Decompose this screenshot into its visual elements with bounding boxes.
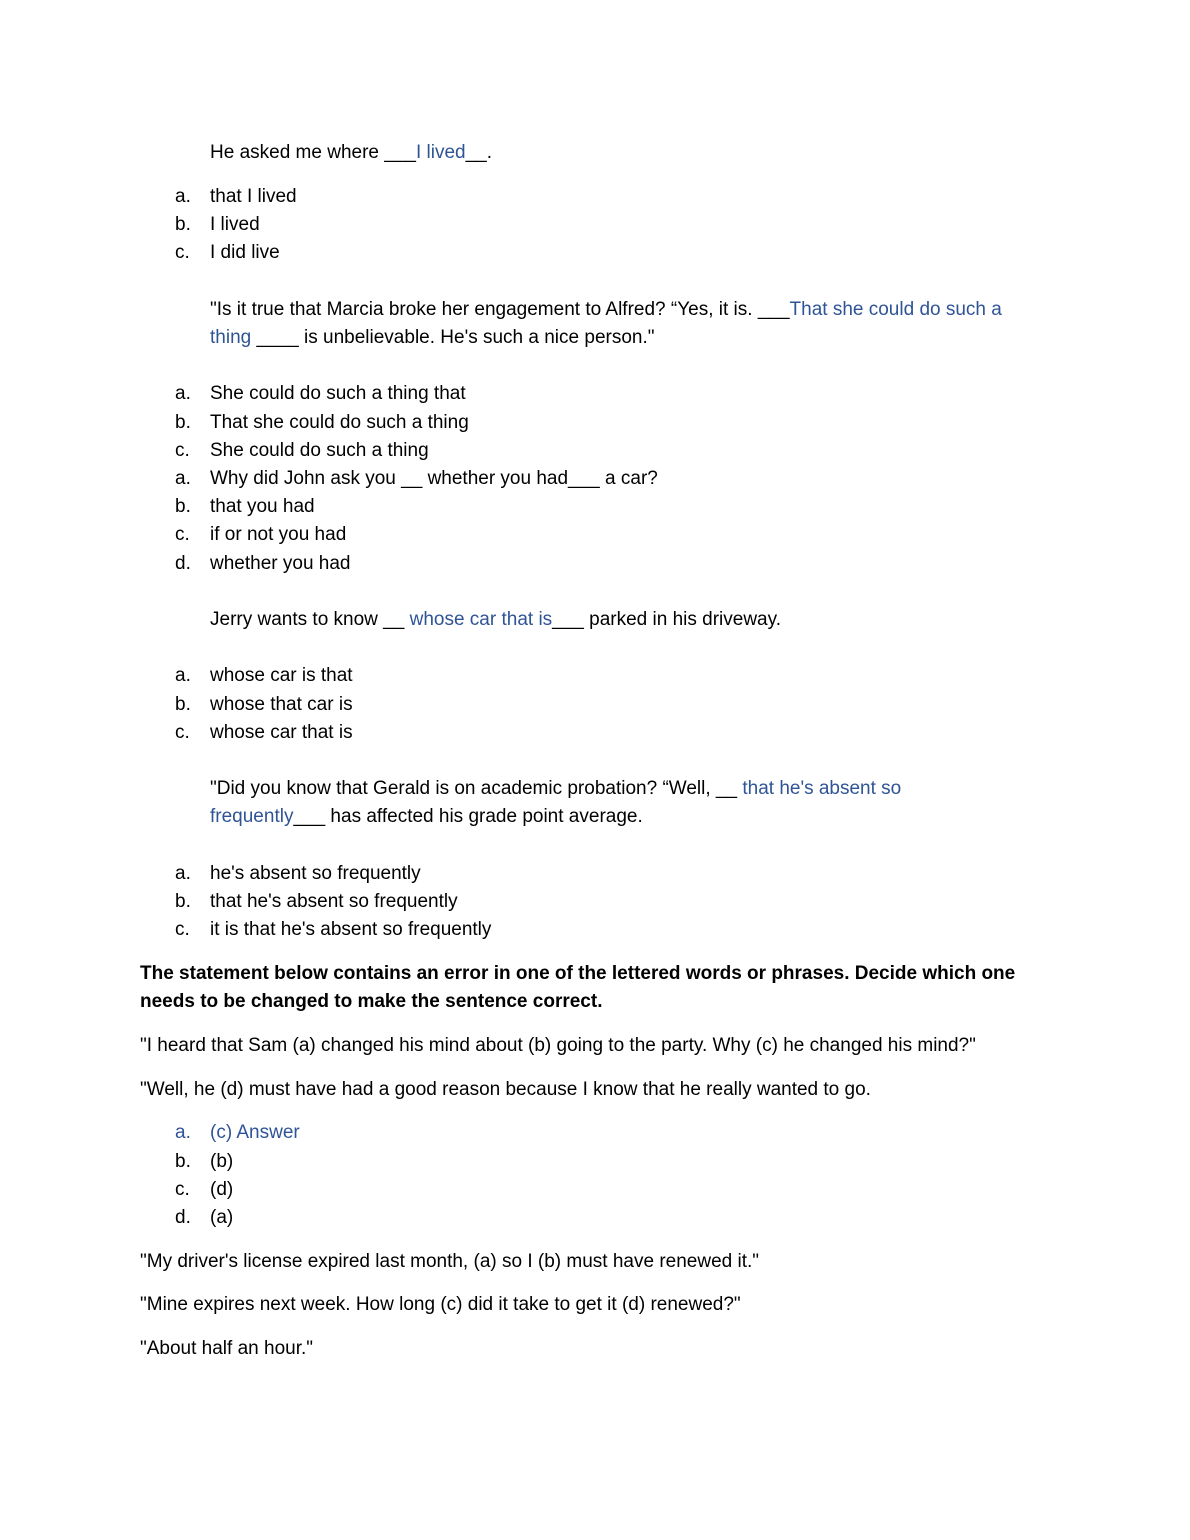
question-6-sentence-reply: "Well, he (d) must have had a good reason because I know that he really wanted to go. bbox=[140, 1079, 871, 1100]
question-2-stem-continued: thing ____ is unbelievable. He's such a nice person." bbox=[210, 327, 655, 348]
question-4-answer: whose car that is bbox=[409, 609, 553, 630]
instructions-heading: The statement below contains an error in one of the lettered words or phrases. Decide which one bbox=[140, 963, 1016, 984]
instructions-heading-continued: needs to be changed to make the sentence correct. bbox=[140, 991, 603, 1012]
document-page: He asked me where ___I lived__. a. that I lived b. I lived c. I did live "Is it true that Marcia broke her engagement to Alfred? “Yes, it is. ___That she could do such a thing ____ is unbelievable. He's such a nice person." a. She could do such a thing that b. That she could do such a thing c. She could do such a thing a. Why did John ask you __ whether you had___ a car? b. that you had c. if or not you had d. whether you had Jerry wants to know __ whose car that is___ parked in his driveway. a. whose car is that b. whose that car is c. whose car that is "Did you know that Gerald is on academic probation? “Well, __ that he's absent so frequently___ has affected his grade point average. a. he's absent so frequently b. that he's absent so frequently c. it is that he's absent so frequently The statement below contains an error in one of the lettered words or phrases. Decide which one needs to be changed to make the sentence correct. "I heard that Sam (a) changed his mind about (b) going to the party. Why (c) he changed his mind?" "Well, he (d) must have had a good reason because I know that he really wanted to go. a. (c) Answer b. (b) c. (d) d. (a) "My driver's license expired last month, (a) so I (b) must have renewed it." "Mine expires next week. How long (c) did it take to get it (d) renewed?" "About half an hour." bbox=[0, 0, 1190, 1540]
question-5-stem-continued: frequently___ has affected his grade point average. bbox=[210, 806, 643, 827]
question-1-stem: He asked me where ___I lived__. bbox=[210, 142, 493, 163]
question-6-sentence: "I heard that Sam (a) changed his mind about (b) going to the party. Why (c) he changed his mind?" bbox=[140, 1035, 976, 1056]
question-5-stem: "Did you know that Gerald is on academic probation? “Well, __ that he's absent so bbox=[210, 778, 902, 799]
question-1-answer: I lived bbox=[415, 142, 466, 163]
question-2-stem: "Is it true that Marcia broke her engagement to Alfred? “Yes, it is. ___That she could do such a bbox=[210, 299, 1002, 320]
question-7-sentence-answer: "About half an hour." bbox=[140, 1338, 314, 1359]
question-7-sentence: "My driver's license expired last month, (a) so I (b) must have renewed it." bbox=[140, 1251, 760, 1272]
question-7-sentence-reply: "Mine expires next week. How long (c) did it take to get it (d) renewed?" bbox=[140, 1294, 741, 1315]
question-5-answer: that he's absent so bbox=[742, 778, 902, 799]
question-4-stem: Jerry wants to know __ whose car that is___ parked in his driveway. bbox=[210, 609, 781, 630]
question-2-answer: That she could do such a bbox=[789, 299, 1002, 320]
